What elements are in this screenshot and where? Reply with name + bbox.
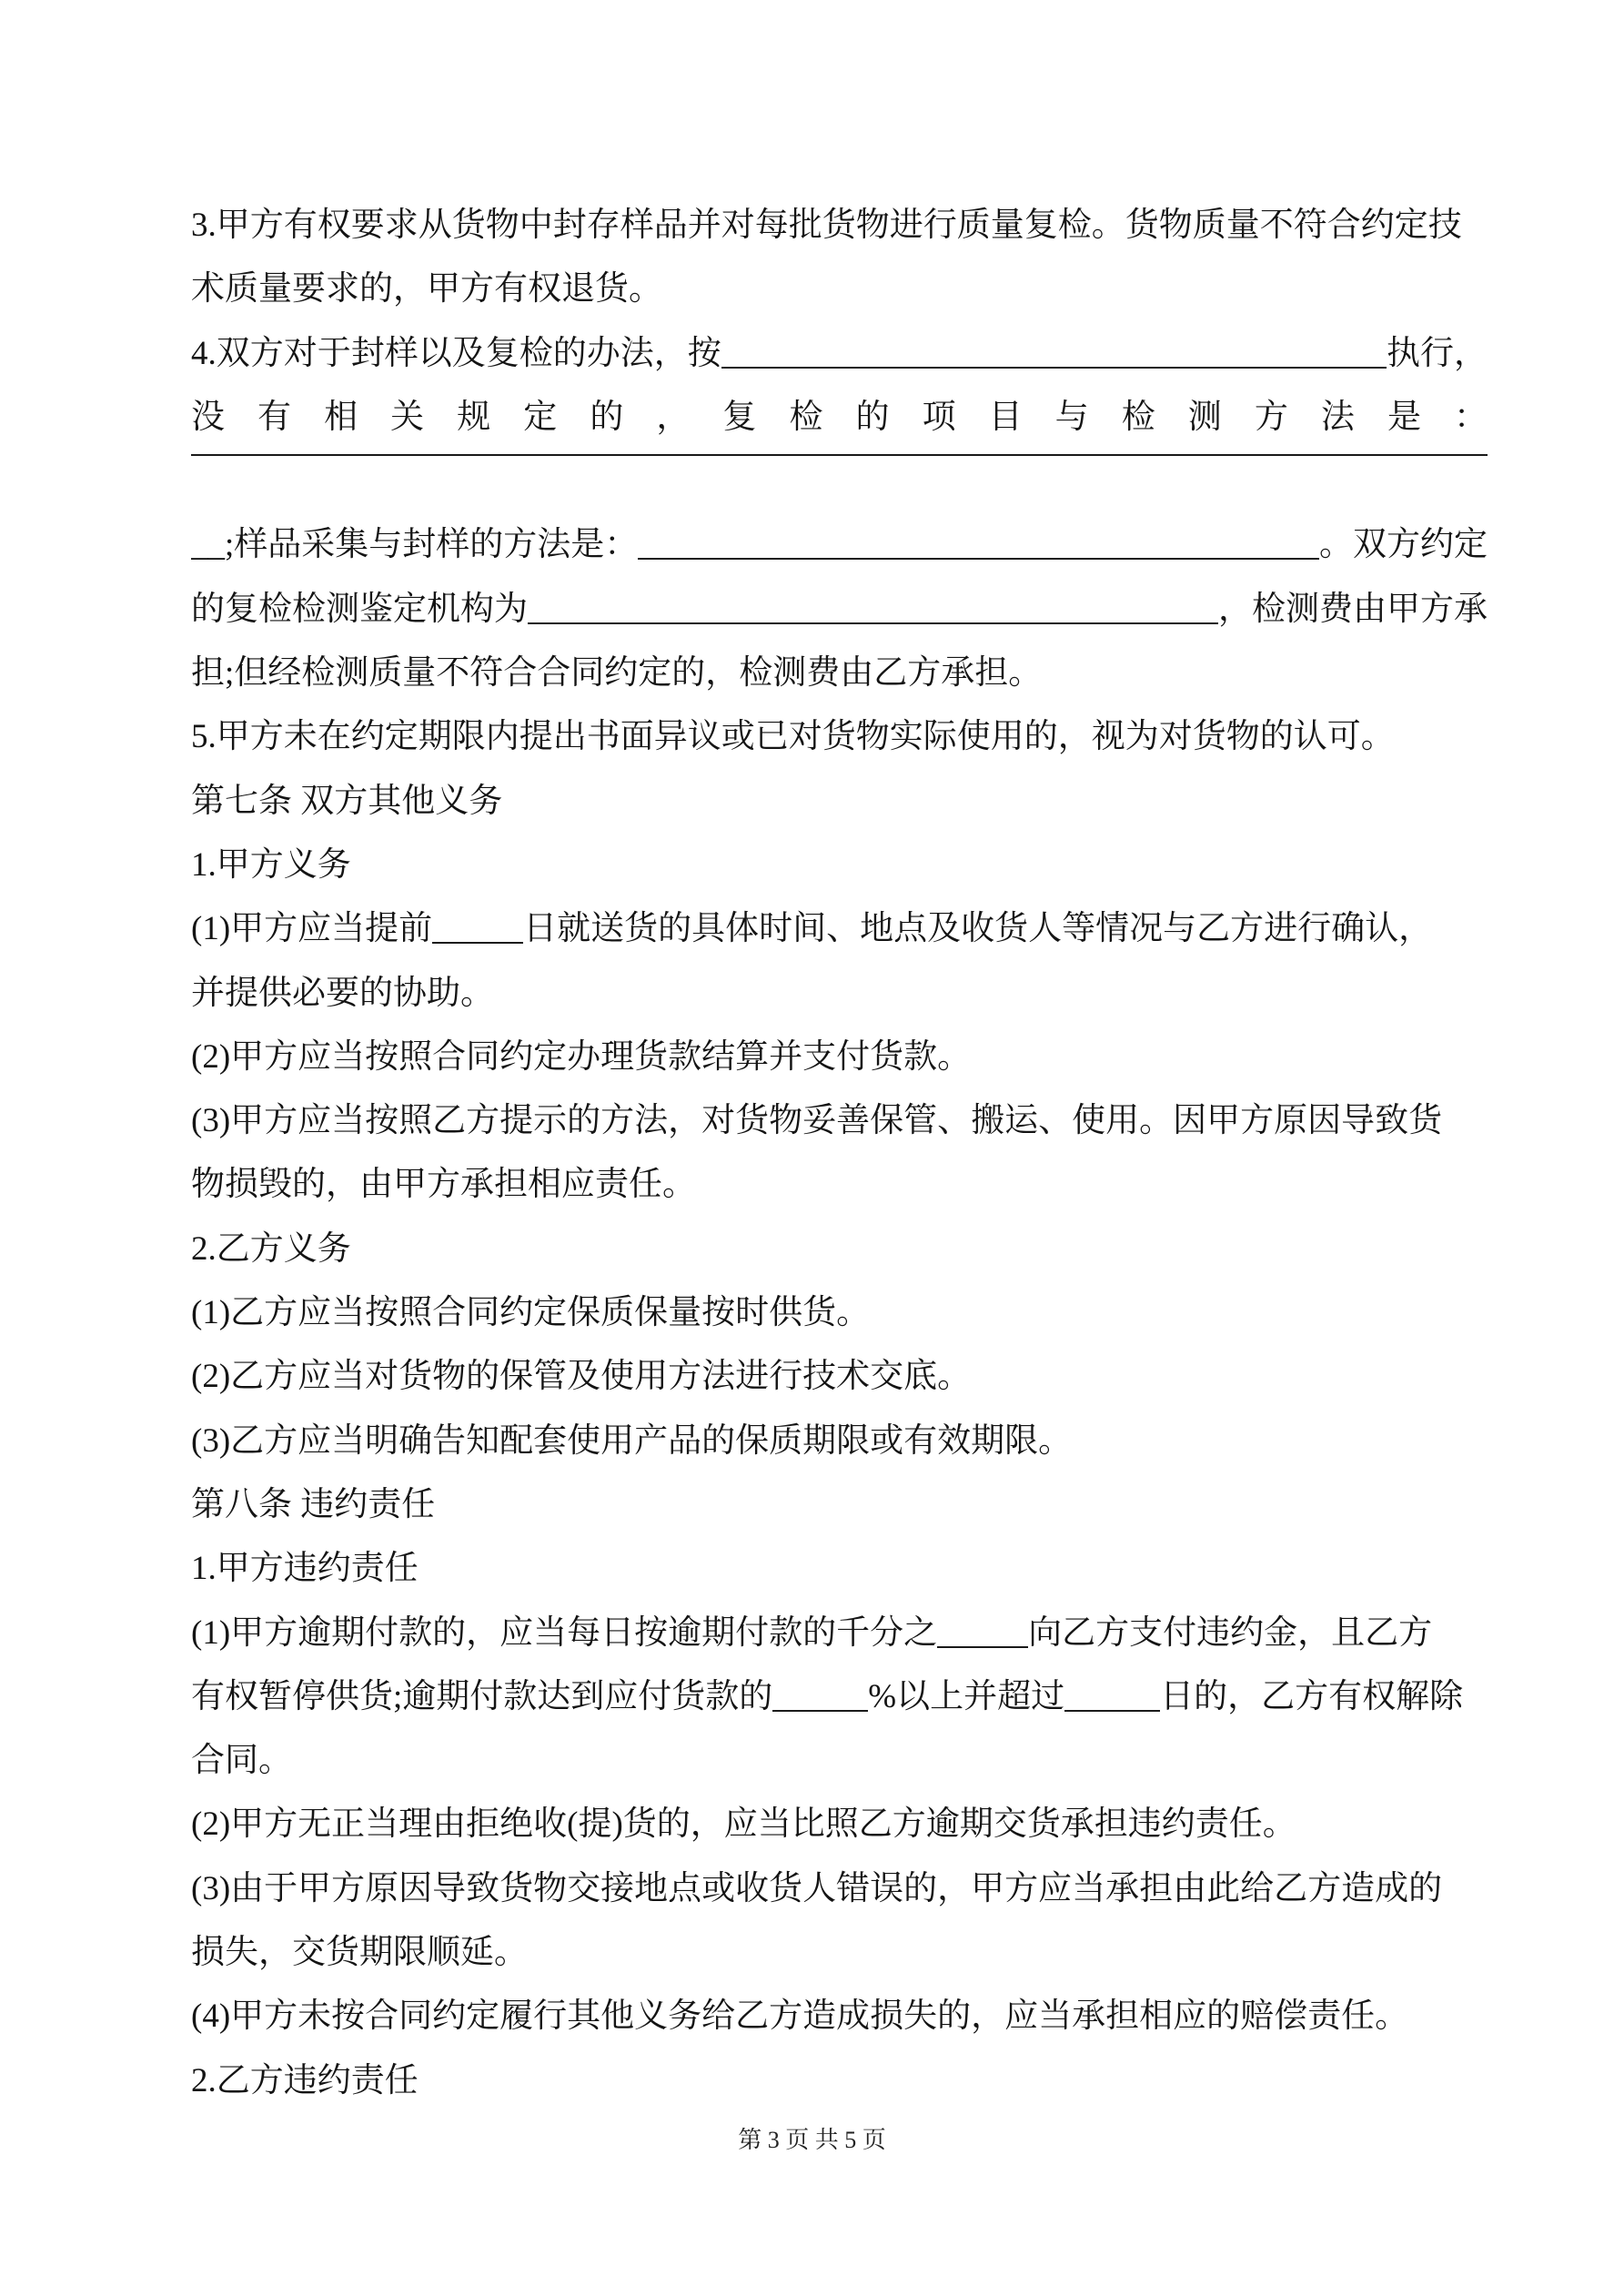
paragraph-line	[191, 322, 1488, 386]
line-text: 日的，乙方有权解除	[1160, 1677, 1464, 1715]
paragraph-line: 没有相关规定的，复检的项目与检测方法是：	[191, 398, 1488, 436]
paragraph-line: (4)甲方未按合同约定履行其他义务给乙方造成损失的，应当承担相应的赔偿责任。	[191, 1998, 1409, 2036]
section-heading: 第八条 违约责任	[191, 1485, 436, 1523]
paragraph-line: (2)乙方应当对货物的保管及使用方法进行技术交底。	[191, 1358, 972, 1396]
paragraph-line: (3)甲方应当按照乙方提示的方法，对货物妥善保管、搬运、使用。因甲方原因导致货	[191, 1102, 1443, 1140]
paragraph-line	[191, 578, 1488, 642]
paragraph-line: 5.甲方未在约定期限内提出书面异议或已对货物实际使用的，视为对货物的认可。	[191, 718, 1395, 756]
line-text: 4.双方对于封样以及复检的办法，按	[191, 334, 721, 372]
paragraph-line: 损失，交货期限顺延。	[191, 1934, 528, 1972]
line-text: 有权暂停供货;逾期付款达到应付货款的	[191, 1677, 773, 1715]
document-body	[191, 194, 1488, 2113]
blank-field	[937, 1646, 1028, 1648]
blank-field	[432, 942, 523, 944]
paragraph-line	[191, 513, 1488, 577]
line-text: 的复检检测鉴定机构为	[191, 590, 528, 628]
line-text: %以上并超过	[868, 1677, 1065, 1715]
paragraph-line: 并提供必要的协助。	[191, 974, 494, 1012]
paragraph-line	[191, 897, 1488, 961]
paragraph-line: 担;但经检测质量不符合合同约定的，检测费由乙方承担。	[191, 654, 1043, 693]
paragraph-line: (2)甲方应当按照合同约定办理货款结算并支付货款。	[191, 1037, 972, 1076]
line-text: (1)甲方逾期付款的，应当每日按逾期付款的千分之	[191, 1613, 938, 1652]
blank-field	[1064, 1710, 1160, 1712]
paragraph-line: (2)甲方无正当理由拒绝收(提)货的，应当比照乙方逾期交货承担违约责任。	[191, 1805, 1296, 1844]
page-number: 第 3 页 共 5 页	[738, 2127, 886, 2153]
line-text: 日就送货的具体时间、地点及收货人等情况与乙方进行确认，	[523, 910, 1433, 948]
paragraph-line	[191, 1665, 1488, 1729]
blank-field	[528, 622, 1218, 624]
line-text: (1)甲方应当提前	[191, 910, 433, 948]
paragraph-line: 物损毁的，由甲方承担相应责任。	[191, 1166, 696, 1204]
line-text: 向乙方支付违约金，且乙方	[1028, 1613, 1433, 1652]
paragraph-line: 合同。	[191, 1742, 292, 1780]
paragraph-line: (3)乙方应当明确告知配套使用产品的保质期限或有效期限。	[191, 1421, 1073, 1460]
paragraph-line: (3)由于甲方原因导致货物交接地点或收货人错误的，甲方应当承担由此给乙方造成的	[191, 1869, 1443, 1907]
subsection-heading: 1.甲方义务	[191, 845, 351, 884]
blank-field	[191, 454, 1488, 456]
blank-field	[721, 367, 1387, 369]
line-text: 执行，	[1387, 334, 1488, 372]
blank-field	[772, 1710, 868, 1712]
subsection-heading: 2.乙方义务	[191, 1229, 351, 1268]
paragraph-line: 3.甲方有权要求从货物中封存样品并对每批货物进行质量复检。货物质量不符合约定技	[191, 207, 1462, 244]
paragraph-line: 术质量要求的，甲方有权退货。	[191, 270, 662, 308]
paragraph-line	[191, 1602, 1488, 1665]
line-text: __;样品采集与封样的方法是：	[191, 526, 639, 564]
subsection-heading: 2.乙方违约责任	[191, 2061, 419, 2099]
paragraph-line	[191, 450, 1488, 513]
line-text: 。双方约定	[1319, 526, 1488, 564]
line-text: ，检测费由甲方承	[1218, 590, 1488, 628]
section-heading: 第七条 双方其他义务	[191, 782, 503, 820]
blank-field	[638, 558, 1319, 560]
subsection-heading: 1.甲方违约责任	[191, 1550, 419, 1588]
paragraph-line: (1)乙方应当按照合同约定保质保量按时供货。	[191, 1294, 871, 1332]
